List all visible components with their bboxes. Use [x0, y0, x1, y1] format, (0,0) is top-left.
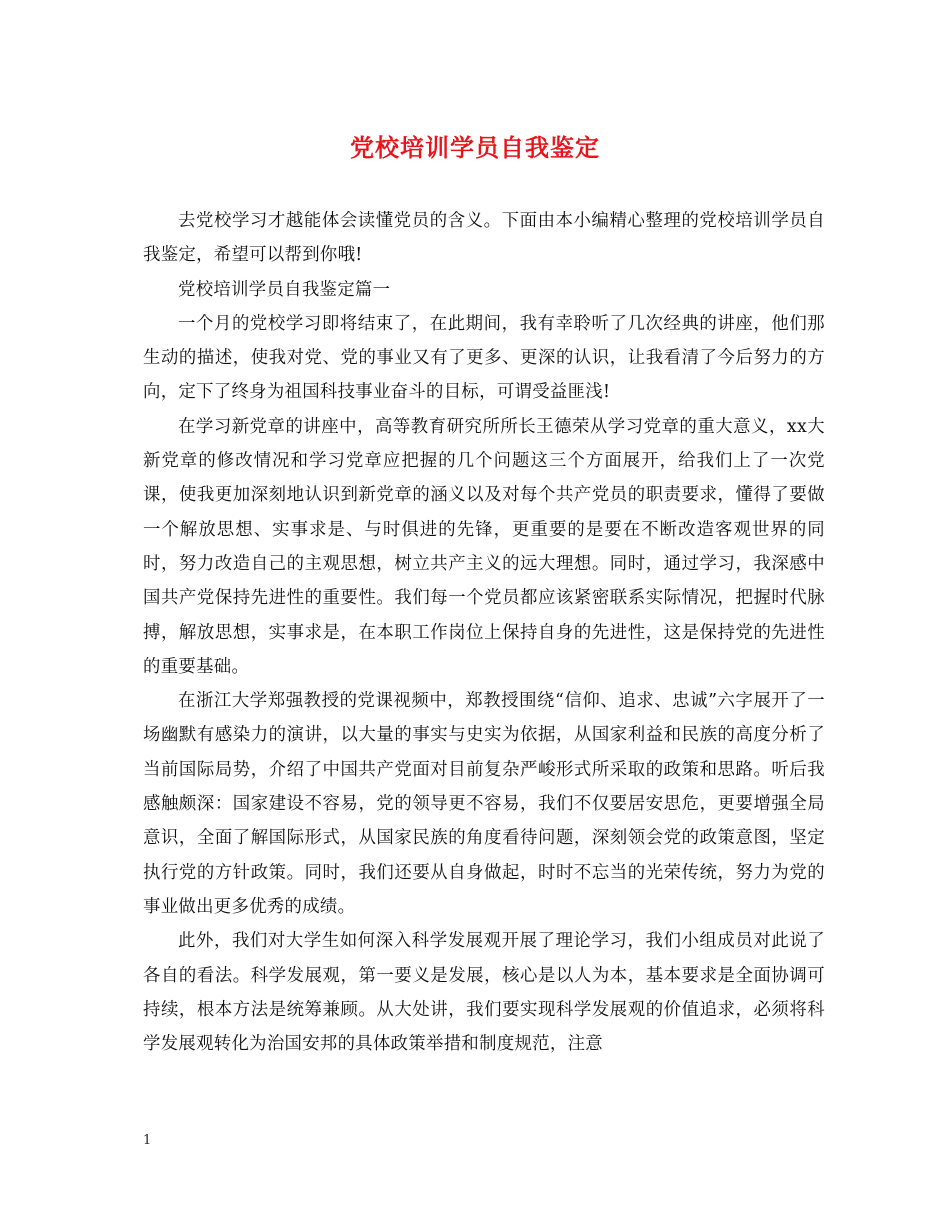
intro-paragraph: 去党校学习才越能体会读懂党员的含义。下面由本小编精心整理的党校培训学员自我鉴定，希望可以帮到你哦!	[143, 211, 825, 266]
document-title: 党校培训学员自我鉴定	[350, 133, 600, 162]
section-heading: 党校培训学员自我鉴定篇一	[178, 279, 391, 300]
body-paragraph: 在浙江大学郑强教授的党课视频中，郑教授围绕“信仰、追求、忠诚”六字展开了一场幽默有感染力的演讲，以大量的事实与史实为依据，从国家利益和民族的高度分析了当前国际局势，介绍了中国共产党面对目前复杂严峻形式所采取的政策和思路。听后我感触颇深：国家建设不容易，党的领导更不容易，我们不仅要居安思危，更要增强全局意识，全面了解国际形式，从国家民族的角度看待问题，深刻领会党的政策意图，坚定执行党的方针政策。同时，我们还要从自身做起，时时不忘当的光荣传统，努力为党的事业做出更多优秀的成绩。	[143, 691, 825, 917]
document-body	[143, 204, 825, 1061]
page-number: 1	[143, 1133, 152, 1148]
body-paragraph: 此外，我们对大学生如何深入科学发展观开展了理论学习，我们小组成员对此说了各自的看法。科学发展观，第一要义是发展，核心是以人为本，基本要求是全面协调可持续，根本方法是统筹兼顾。从大处讲，我们要实现科学发展观的价值追求，必须将科学发展观转化为治国安邦的具体政策举措和制度规范，注意	[143, 931, 825, 1055]
body-paragraph: 在学习新党章的讲座中，高等教育研究所所长王德荣从学习党章的重大意义，xx大新党章的修改情况和学习党章应把握的几个问题这三个方面展开，给我们上了一次党课，使我更加深刻地认识到新党章的涵义以及对每个共产党员的职责要求，懂得了要做一个解放思想、实事求是、与时俱进的先锋，更重要的是要在不断改造客观世界的同时，努力改造自己的主观思想，树立共产主义的远大理想。同时，通过学习，我深感中国共产党保持先进性的重要性。我们每一个党员都应该紧密联系实际情况，把握时代脉搏，解放思想，实事求是，在本职工作岗位上保持自身的先进性，这是保持党的先进性的重要基础。	[143, 416, 825, 677]
body-paragraph: 一个月的党校学习即将结束了，在此期间，我有幸聆听了几次经典的讲座，他们那生动的描述，使我对党、党的事业又有了更多、更深的认识，让我看清了今后努力的方向，定下了终身为祖国科技事业奋斗的目标，可谓受益匪浅!	[143, 313, 825, 403]
